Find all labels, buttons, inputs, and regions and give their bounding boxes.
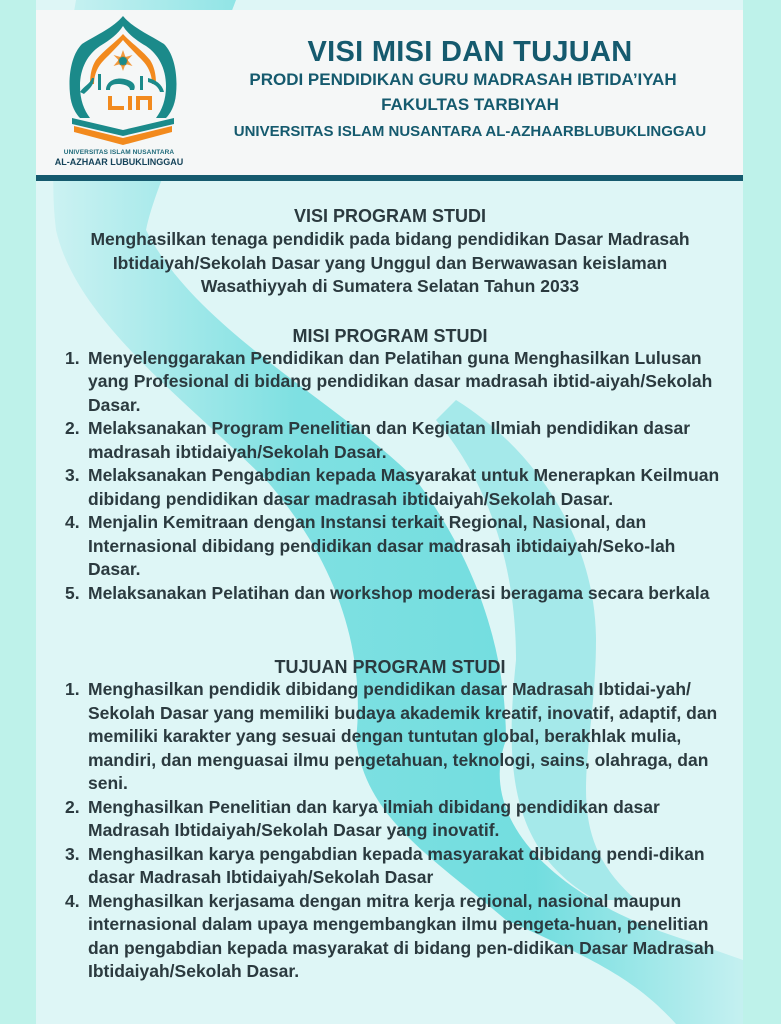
logo-star (114, 50, 133, 71)
misi-item (60, 464, 720, 511)
list-item-text: Melaksanakan Pengabdian kepada Masyarakat untuk Menerapkan Keilmuan dibidang pendidikan dasar madrasah ibtidaiyah/Sekolah Dasar. (88, 465, 720, 509)
visi-text: Menghasilkan tenaga pendidik pada bidang pendidikan Dasar Madrasah Ibtidaiyah/Sekolah Dasar yang Unggul dan Berwawasan keislaman Wasathiyyah di Sumatera Selatan Tahun 2033 (90, 229, 690, 296)
misi-title: MISI PROGRAM STUDI (292, 325, 488, 346)
program-name: PRODI PENDIDIKAN GURU MADRASAH IBTIDA’IYAH (249, 70, 677, 89)
list-item-text: Menghasilkan karya pengabdian kepada masyarakat dibidang pendi-dikan dasar Madrasah Ibtidaiyah/Sekolah Dasar (88, 843, 705, 887)
list-number: 4. (65, 512, 80, 532)
list-item-text: Menghasilkan Penelitian dan karya ilmiah dibidang pendidikan dasar Madrasah Ibtidaiyah/Sekolah Dasar yang inovatif. (88, 796, 660, 840)
tujuan-section (60, 656, 720, 984)
page-title: VISI MISI DAN TUJUAN (307, 36, 633, 68)
list-number: 3. (65, 843, 80, 864)
misi-item (60, 347, 720, 418)
misi-item (60, 511, 720, 582)
list-number: 1. (65, 347, 80, 368)
tujuan-list (60, 678, 720, 984)
misi-section (60, 325, 720, 606)
visi-section (60, 205, 720, 299)
tujuan-item (60, 890, 720, 984)
logo-caption-university: UNIVERSITAS ISLAM NUSANTARA (63, 149, 175, 156)
list-item-text: Melaksanakan Program Penelitian dan Kegiatan Ilmiah pendidikan dasar madrasah ibtidaiyah/Sekolah Dasar. (88, 418, 690, 462)
list-number: 1. (65, 679, 80, 699)
list-number: 5. (65, 582, 80, 603)
list-item-text: Menjalin Kemitraan dengan Instansi terkait Regional, Nasional, dan Internasional dibidang pendidikan dasar madrasah ibtidaiyah/Seko-lah Dasar. (88, 512, 676, 579)
faculty-name: FAKULTAS TARBIYAH (381, 95, 559, 114)
list-number: 4. (65, 890, 80, 911)
misi-item (60, 417, 720, 464)
list-item-text: Menghasilkan kerjasama dengan mitra kerja regional, nasional maupun internasional dalam upaya mengembangkan ilmu pengeta-huan, penelitian dan pengabdian kepada masyarakat di bidang pen-didikan Dasar Madrasah Ibtidaiyah/Sekolah Dasar. (88, 890, 715, 981)
logo-caption-campus: AL-AZHAAR LUBUKLINGGAU (54, 157, 184, 167)
main-content (60, 205, 720, 984)
logo-uin-letters (108, 96, 152, 110)
list-number: 2. (65, 418, 80, 438)
tujuan-title: TUJUAN PROGRAM STUDI (274, 657, 506, 677)
header-divider (36, 175, 743, 181)
visi-title: VISI PROGRAM STUDI (293, 206, 486, 226)
misi-list (60, 347, 720, 606)
list-number: 2. (65, 796, 80, 817)
university-name: UNIVERSITAS ISLAM NUSANTARA AL-AZHAARBLUBUKLINGGAU (233, 123, 707, 140)
tujuan-item (60, 796, 720, 843)
misi-item (60, 582, 720, 606)
university-logo-icon (58, 14, 188, 146)
list-item-text: Menyelenggarakan Pendidikan dan Pelatihan guna Menghasilkan Lulusan yang Profesional di bidang pendidikan dasar madrasah ibtid-aiyah/Sekolah Dasar. (88, 347, 713, 415)
tujuan-item (60, 843, 720, 890)
list-item-text: Menghasilkan pendidik dibidang pendidikan dasar Madrasah Ibtidai-yah/ Sekolah Dasar yang memiliki budaya akademik kreatif, inovatif, adaptif, dan memiliki karakter yang sesuai dengan tuntutan global, berakhlak mulia, mandiri, dan menguasai ilmu pengetahuan, teknologi, sains, olahraga, dan seni. (88, 679, 718, 793)
list-number: 3. (65, 465, 80, 485)
tujuan-item (60, 678, 720, 796)
list-item-text: Melaksanakan Pelatihan dan workshop moderasi beragama secara berkala (88, 582, 710, 603)
